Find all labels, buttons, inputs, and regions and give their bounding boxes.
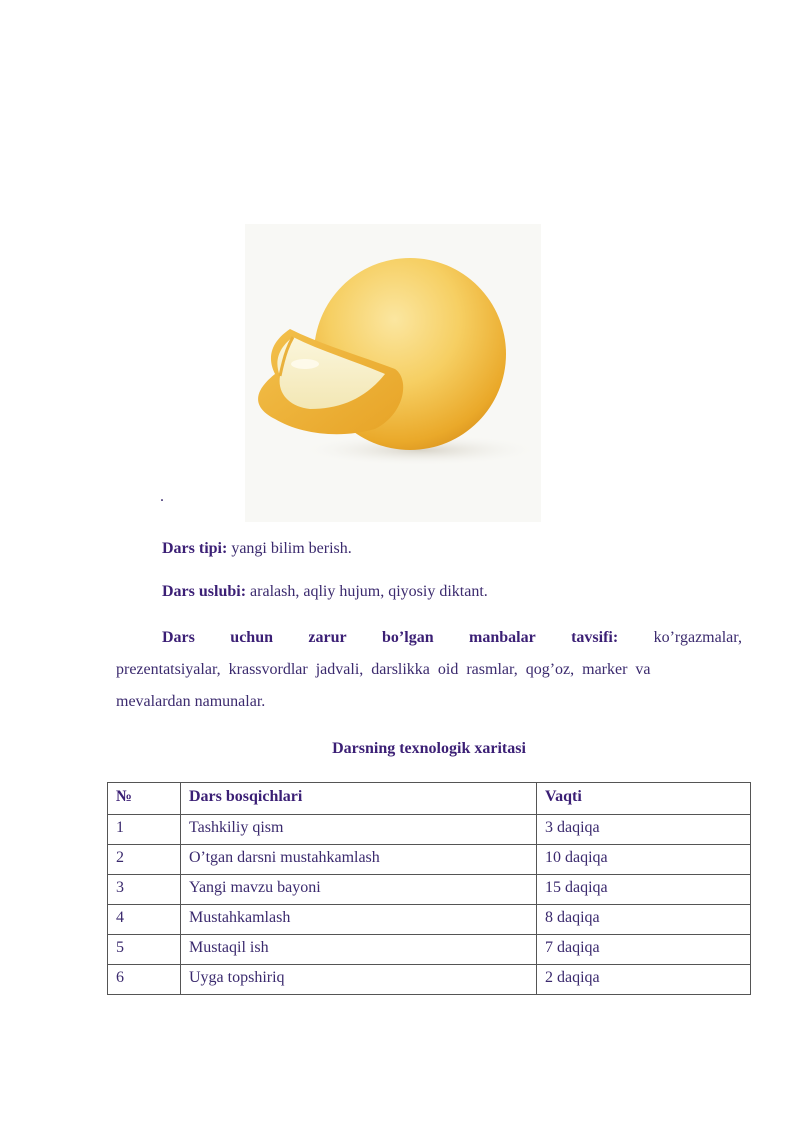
melon-image (245, 224, 541, 522)
row-time: 8 daqiqa (537, 905, 751, 935)
lesson-plan-table (107, 782, 751, 995)
table-row (108, 845, 751, 875)
lesson-type-paragraph (116, 533, 742, 565)
lesson-method-label: Dars uslubi: (162, 583, 247, 600)
table-title: Darsning texnologik xaritasi (332, 740, 526, 757)
row-time: 15 daqiqa (537, 875, 751, 905)
lesson-type-label: Dars tipi: (162, 540, 228, 557)
resources-first-line (116, 622, 742, 654)
row-time: 3 daqiqa (537, 815, 751, 845)
row-stage: Mustaqil ish (181, 935, 537, 965)
row-number: 6 (108, 965, 181, 995)
row-number: 4 (108, 905, 181, 935)
table-row (108, 905, 751, 935)
row-stage: Yangi mavzu bayoni (181, 875, 537, 905)
row-number: 3 (108, 875, 181, 905)
lesson-method-paragraph (116, 576, 742, 608)
row-stage: Uyga topshiriq (181, 965, 537, 995)
table-row (108, 935, 751, 965)
header-time: Vaqti (537, 783, 751, 815)
resources-word: ko’rgazmalar, (653, 629, 742, 646)
table-row (108, 965, 751, 995)
row-time: 2 daqiqa (537, 965, 751, 995)
resources-word: Dars (162, 629, 195, 646)
row-number: 1 (108, 815, 181, 845)
header-stages: Dars bosqichlari (181, 783, 537, 815)
bullet-dot: . (160, 488, 164, 505)
resources-word: bo’lgan (382, 629, 434, 646)
row-stage: Mustahkamlash (181, 905, 537, 935)
resources-word: manbalar (469, 629, 536, 646)
lesson-resources-paragraph (116, 622, 742, 718)
table-row (108, 815, 751, 845)
resources-word: zarur (308, 629, 347, 646)
resources-line-2: prezentatsiyalar, krassvordlar jadvali, darslikka oid rasmlar, qog’oz, marker va (116, 661, 651, 678)
row-stage: Tashkiliy qism (181, 815, 537, 845)
row-stage: O’tgan darsni mustahkamlash (181, 845, 537, 875)
lesson-method-value: aralash, aqliy hujum, qiyosiy diktant. (246, 583, 488, 600)
row-time: 10 daqiqa (537, 845, 751, 875)
resources-line-3: mevalardan namunalar. (116, 693, 266, 710)
table-row (108, 875, 751, 905)
row-time: 7 daqiqa (537, 935, 751, 965)
table-header-row (108, 783, 751, 815)
resources-word: uchun (230, 629, 273, 646)
resources-word: tavsifi: (571, 629, 619, 646)
lesson-type-value: yangi bilim berish. (227, 540, 352, 557)
header-number: № (108, 783, 181, 815)
row-number: 5 (108, 935, 181, 965)
melon-illustration (245, 224, 541, 522)
row-number: 2 (108, 845, 181, 875)
